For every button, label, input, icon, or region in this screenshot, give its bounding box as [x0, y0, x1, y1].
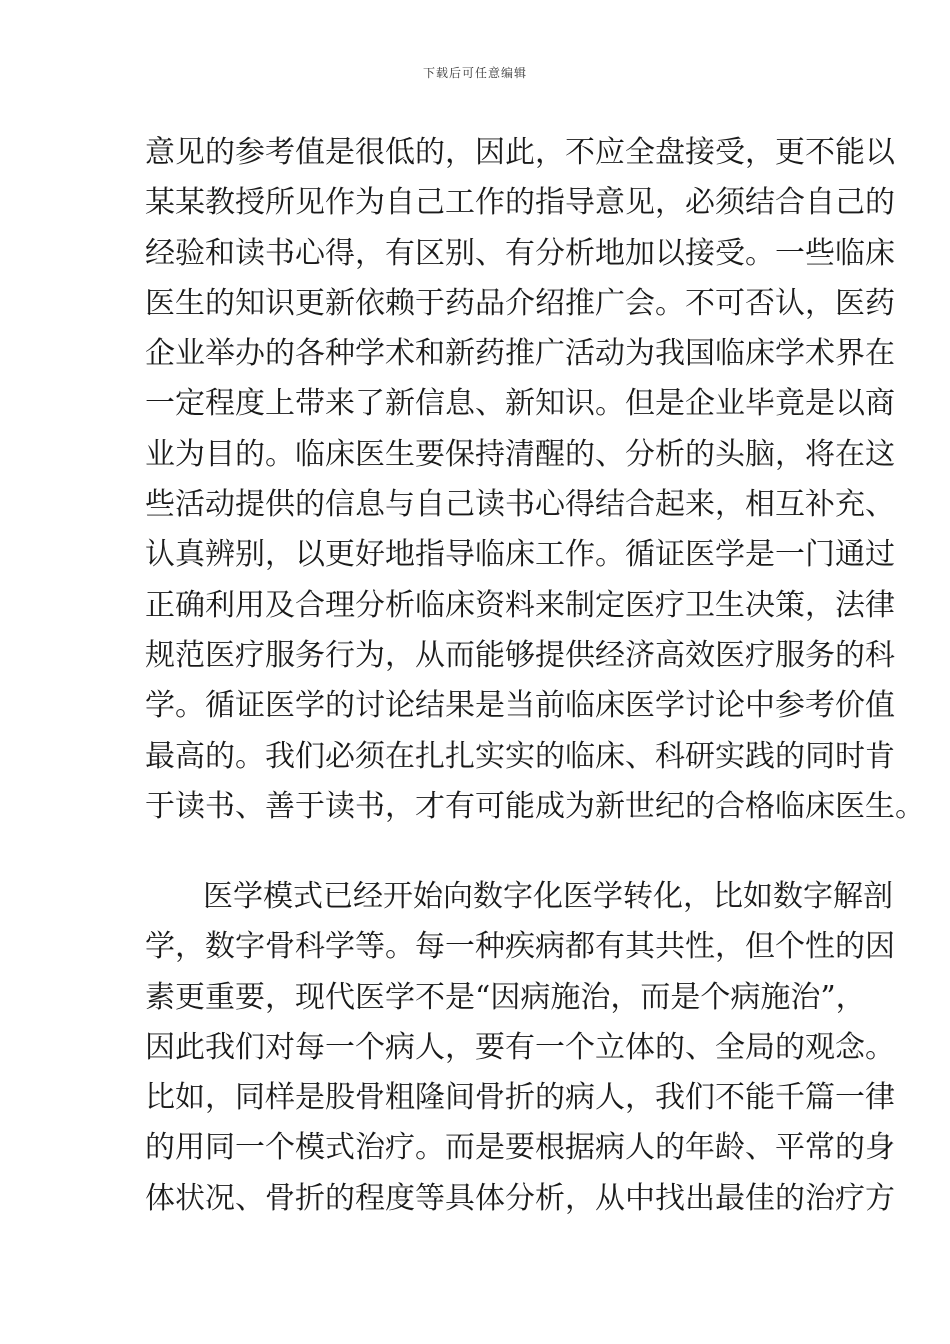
text-line: 医学模式已经开始向数字化医学转化，比如数字解剖 [203, 879, 893, 914]
text-line: 学。循证医学的讨论结果是当前临床医学讨论中参考价值 [145, 688, 895, 724]
paragraph-1 [145, 128, 925, 832]
text-line: 业为目的。临床医生要保持清醒的、分析的头脑，将在这 [145, 436, 895, 472]
text-line: 经验和读书心得，有区别、有分析地加以接受。一些临床 [145, 235, 895, 271]
text-line: 于读书、善于读书，才有可能成为新世纪的合格临床医生。 [145, 788, 925, 824]
paragraph-2 [145, 872, 895, 1224]
text-line: 的用同一个模式治疗。而是要根据病人的年龄、平常的身 [145, 1130, 895, 1166]
text-line: 意见的参考值是很低的，因此，不应全盘接受，更不能以 [145, 135, 895, 170]
text-line: 医生的知识更新依赖于药品介绍推广会。不可否认，医药 [145, 285, 895, 321]
text-line: 素更重要，现代医学不是“因病施治，而是个病施治”， [145, 979, 866, 1015]
text-line: 因此我们对每一个病人，要有一个立体的、全局的观念。 [145, 1029, 895, 1065]
text-line: 学，数字骨科学等。每一种疾病都有其共性，但个性的因 [145, 929, 895, 965]
text-line: 比如，同样是股骨粗隆间骨折的病人，我们不能千篇一律 [145, 1080, 895, 1116]
text-line: 认真辨别，以更好地指导临床工作。循证医学是一门通过 [145, 537, 895, 573]
text-line: 些活动提供的信息与自己读书心得结合起来，相互补充、 [145, 487, 895, 523]
text-line: 正确利用及合理分析临床资料来制定医疗卫生决策，法律 [145, 587, 895, 623]
header-note: 下载后可任意编辑 [422, 66, 527, 80]
text-line: 一定程度上带来了新信息、新知识。但是企业毕竟是以商 [145, 386, 895, 422]
text-line: 规范医疗服务行为，从而能够提供经济高效医疗服务的科 [145, 637, 895, 673]
text-line: 最高的。我们必须在扎扎实实的临床、科研实践的同时肯 [145, 738, 895, 774]
text-line: 企业举办的各种学术和新药推广活动为我国临床学术界在 [145, 336, 895, 372]
text-line: 体状况、骨折的程度等具体分析，从中找出最佳的治疗方 [145, 1180, 895, 1216]
text-line: 某某教授所见作为自己工作的指导意见，必须结合自己的 [145, 185, 895, 221]
